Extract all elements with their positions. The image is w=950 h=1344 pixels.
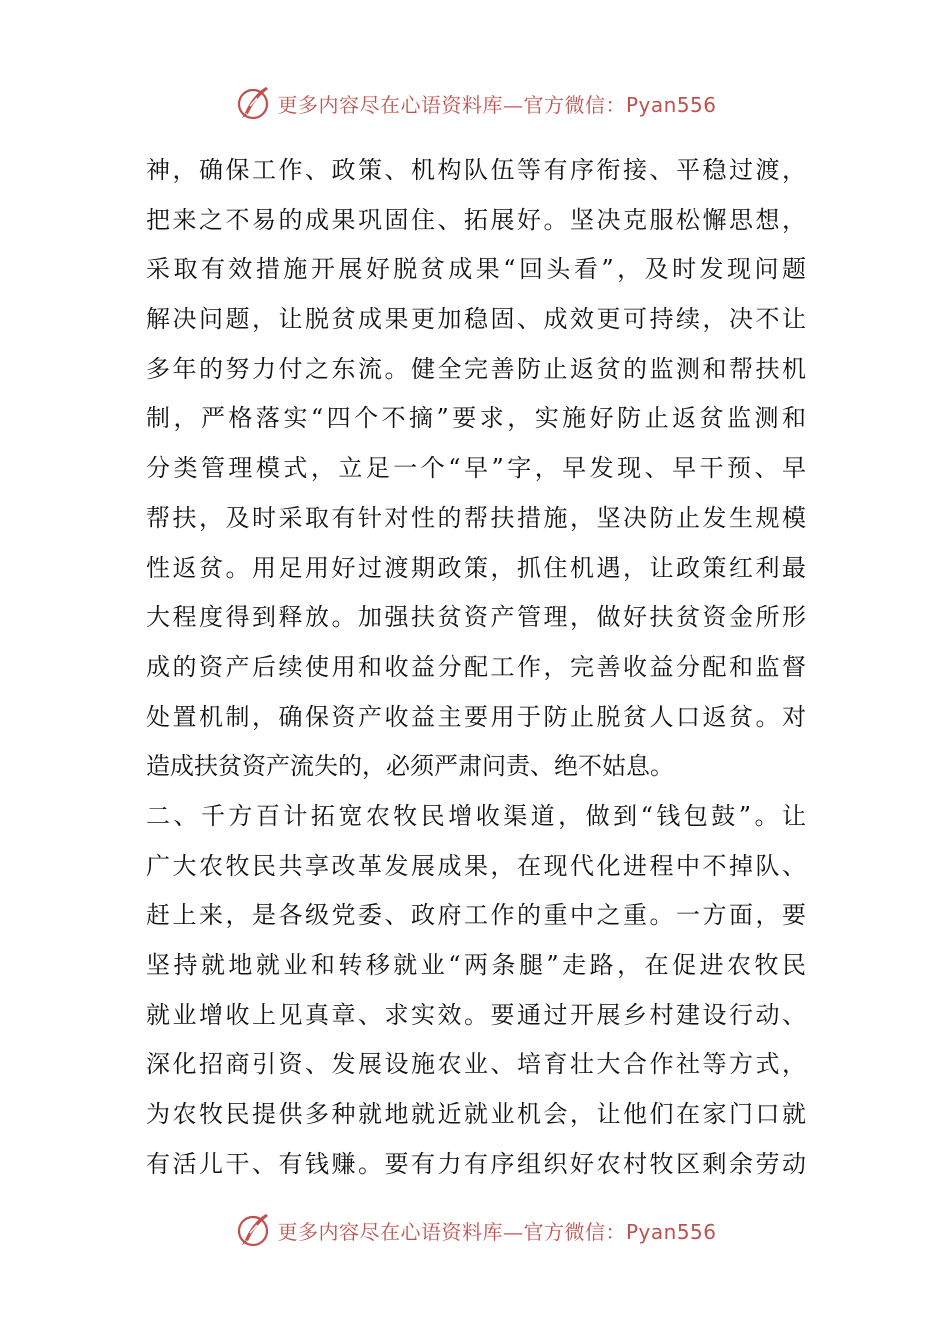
text-line: 成的资产后续使用和收益分配工作，完善收益分配和监督 xyxy=(146,652,806,681)
text-line: 为农牧民提供多种就地就近就业机会，让他们在家门口就 xyxy=(146,1100,806,1129)
section-heading-line: 二、千方百计拓宽农牧民增收渠道，做到“钱包鼓”。让 xyxy=(146,801,806,830)
text-line: 制，严格落实“四个不摘”要求，实施好防止返贫监测和 xyxy=(146,404,806,433)
header-watermark xyxy=(0,80,950,126)
quill-pen-logo-icon xyxy=(233,1210,273,1250)
text-line: 赶上来，是各级党委、政府工作的重中之重。一方面，要 xyxy=(146,901,806,930)
text-line: 坚持就地就业和转移就业“两条腿”走路，在促进农牧民 xyxy=(146,951,806,979)
text-line: 就业增收上见真章、求实效。要通过开展乡村建设行动、 xyxy=(146,1000,806,1029)
text-line: 把来之不易的成果巩固住、拓展好。坚决克服松懈思想， xyxy=(146,205,806,234)
document-body xyxy=(146,146,806,1189)
text-line: 大程度得到释放。加强扶贫资产管理，做好扶贫资金所形 xyxy=(146,603,806,632)
text-line: 采取有效措施开展好脱贫成果“回头看”，及时发现问题 xyxy=(146,255,806,284)
text-line: 广大农牧民共享改革发展成果，在现代化进程中不掉队、 xyxy=(146,851,806,880)
text-line: 帮扶，及时采取有针对性的帮扶措施，坚决防止发生规模 xyxy=(146,503,806,532)
text-line: 有活儿干、有钱赚。要有力有序组织好农村牧区剩余劳动 xyxy=(146,1149,806,1178)
watermark-text: 更多内容尽在心语资料库—官方微信：Pyan556 xyxy=(277,92,717,117)
text-line: 神，确保工作、政策、机构队伍等有序衔接、平稳过渡， xyxy=(146,156,806,184)
quill-pen-logo-icon xyxy=(233,83,273,123)
text-line: 分类管理模式，立足一个“早”字，早发现、早干预、早 xyxy=(146,454,806,483)
text-line: 处置机制，确保资产收益主要用于防止脱贫人口返贫。对 xyxy=(146,702,806,731)
text-line: 性返贫。用足用好过渡期政策，抓住机遇，让政策红利最 xyxy=(146,553,806,582)
text-line: 深化招商引资、发展设施农业、培育壮大合作社等方式， xyxy=(146,1050,806,1079)
footer-watermark xyxy=(0,1207,950,1253)
text-line: 解决问题，让脱贫成果更加稳固、成效更可持续，决不让 xyxy=(146,305,806,334)
watermark-text: 更多内容尽在心语资料库—官方微信：Pyan556 xyxy=(277,1219,717,1244)
paragraph-end-line: 造成扶贫资产流失的，必须严肃问责、绝不姑息。 xyxy=(146,752,674,781)
text-line: 多年的努力付之东流。健全完善防止返贫的监测和帮扶机 xyxy=(146,354,806,383)
